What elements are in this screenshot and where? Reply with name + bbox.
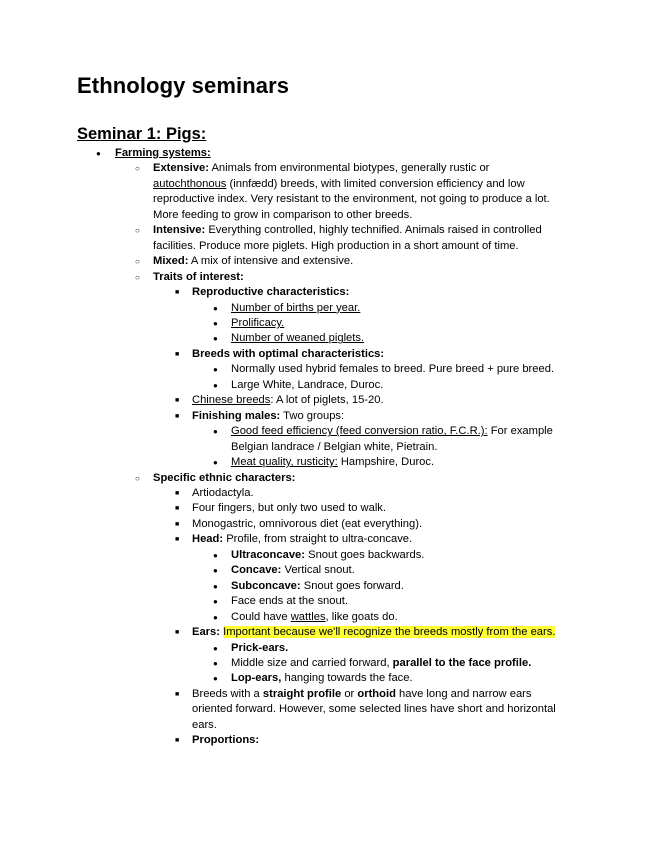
list-item-monogastric: ■ Monogastric, omnivorous diet (eat everything). bbox=[0, 517, 655, 532]
bullet-square-icon: ■ bbox=[175, 489, 180, 497]
bullet-disc-icon: ● bbox=[213, 643, 218, 653]
list-item-proportions: ■ Proportions: bbox=[0, 733, 655, 748]
bullet-disc-icon: ● bbox=[213, 658, 218, 668]
bullet-square-icon: ■ bbox=[175, 397, 180, 405]
bullet-disc-icon: ● bbox=[213, 303, 218, 313]
bullet-circle-icon: ○ bbox=[135, 226, 140, 236]
notes-body bbox=[0, 146, 655, 749]
bullet-square-icon: ■ bbox=[175, 629, 180, 637]
list-item-intensive: ○ Intensive: Everything controlled, highly technified. Animals raised in controlled bbox=[0, 223, 655, 238]
bullet-disc-icon: ● bbox=[213, 365, 218, 375]
list-item-continuation: oriented forward. However, some selected lines have short and horizontal bbox=[192, 703, 556, 716]
bullet-disc-icon: ● bbox=[213, 674, 218, 684]
list-item-fingers: ■ Four fingers, but only two used to walk. bbox=[0, 501, 655, 516]
list-item-extensive: ○ Extensive: Animals from environmental biotypes, generally rustic or bbox=[0, 161, 655, 176]
list-item-artiodactyla: ■ Artiodactyla. bbox=[0, 486, 655, 501]
highlighted-text: Important because we'll recognize the breeds mostly from the ears. bbox=[223, 626, 556, 639]
bullet-disc-icon: ● bbox=[213, 550, 218, 560]
list-item-continuation: More feeding to grow in comparison to other breeds. bbox=[153, 208, 413, 221]
bullet-disc-icon: ● bbox=[213, 318, 218, 328]
list-item-wattles: ● Could have wattles, like goats do. bbox=[0, 610, 655, 625]
list-item-ultraconcave: ● Ultraconcave: Snout goes backwards. bbox=[0, 548, 655, 563]
list-item-subconcave: ● Subconcave: Snout goes forward. bbox=[0, 579, 655, 594]
list-item-middle-size: ● Middle size and carried forward, parallel to the face profile. bbox=[0, 656, 655, 671]
bullet-disc-icon: ● bbox=[213, 458, 218, 468]
bullet-disc-icon: ● bbox=[213, 566, 218, 576]
bullet-disc-icon: ● bbox=[213, 612, 218, 622]
list-item-optimal: ■ Breeds with optimal characteristics: bbox=[0, 347, 655, 362]
list-item-specific: ○ Specific ethnic characters: bbox=[0, 471, 655, 486]
section-heading: Seminar 1: Pigs: bbox=[77, 125, 207, 143]
list-item-prick-ears: ● Prick-ears. bbox=[0, 641, 655, 656]
bullet-square-icon: ■ bbox=[175, 505, 180, 513]
list-item-breeds: ● Large White, Landrace, Duroc. bbox=[0, 378, 655, 393]
list-item-straight-profile: ■ Breeds with a straight profile or orthoid have long and narrow ears bbox=[0, 687, 655, 702]
bullet-disc-icon: ● bbox=[213, 581, 218, 591]
list-item-births: ● Number of births per year. bbox=[0, 301, 655, 316]
bullet-disc-icon: ● bbox=[96, 149, 101, 158]
list-item-continuation: ears. bbox=[192, 718, 217, 731]
list-item-hybrid: ● Normally used hybrid females to breed. Pure breed + pure breed. bbox=[0, 362, 655, 377]
bullet-disc-icon: ● bbox=[213, 380, 218, 390]
list-item-ears: ■ Ears: Important because we'll recognize the breeds mostly from the ears. bbox=[0, 625, 655, 640]
list-item-reproductive: ■ Reproductive characteristics: bbox=[0, 285, 655, 300]
list-item-continuation: Belgian landrace / Belgian white, Pietrain. bbox=[231, 440, 438, 453]
bullet-disc-icon: ● bbox=[213, 427, 218, 437]
list-item-prolificacy: ● Prolificacy. bbox=[0, 316, 655, 331]
list-item-face: ● Face ends at the snout. bbox=[0, 594, 655, 609]
list-item-weaned: ● Number of weaned piglets. bbox=[0, 331, 655, 346]
bullet-circle-icon: ○ bbox=[135, 473, 140, 483]
list-item-mixed: ○ Mixed: A mix of intensive and extensive. bbox=[0, 254, 655, 269]
list-item-finishing: ■ Finishing males: Two groups: bbox=[0, 409, 655, 424]
bullet-square-icon: ■ bbox=[175, 536, 180, 544]
list-item-lop-ears: ● Lop-ears, hanging towards the face. bbox=[0, 671, 655, 686]
list-item-continuation: autochthonous (innfædd) breeds, with limited conversion efficiency and low bbox=[153, 177, 525, 190]
list-item-chinese: ■ Chinese breeds: A lot of piglets, 15-20. bbox=[0, 393, 655, 408]
bullet-square-icon: ■ bbox=[175, 289, 180, 297]
bullet-square-icon: ■ bbox=[175, 690, 180, 698]
list-item-traits: ○ Traits of interest: bbox=[0, 270, 655, 285]
bullet-square-icon: ■ bbox=[175, 737, 180, 745]
list-item-continuation: facilities. Produce more piglets. High production in a short amount of time. bbox=[153, 239, 519, 252]
list-item-concave: ● Concave: Vertical snout. bbox=[0, 563, 655, 578]
bullet-square-icon: ■ bbox=[175, 412, 180, 420]
bullet-disc-icon: ● bbox=[213, 597, 218, 607]
page-title: Ethnology seminars bbox=[77, 73, 290, 98]
bullet-circle-icon: ○ bbox=[135, 164, 140, 174]
list-item-head: ■ Head: Profile, from straight to ultra-concave. bbox=[0, 532, 655, 547]
list-item-continuation: reproductive index. Very resistant to the environment, not going to produce a lot. bbox=[153, 193, 550, 206]
list-item-feed-efficiency: ● Good feed efficiency (feed conversion ratio, F.C.R.): For example bbox=[0, 424, 655, 439]
bullet-disc-icon: ● bbox=[213, 334, 218, 344]
list-item-meat-quality: ● Meat quality, rusticity: Hampshire, Duroc. bbox=[0, 455, 655, 470]
bullet-circle-icon: ○ bbox=[135, 272, 140, 282]
list-item-farming: ● Farming systems: bbox=[0, 146, 655, 161]
bullet-square-icon: ■ bbox=[175, 520, 180, 528]
bullet-circle-icon: ○ bbox=[135, 257, 140, 267]
bullet-square-icon: ■ bbox=[175, 350, 180, 358]
